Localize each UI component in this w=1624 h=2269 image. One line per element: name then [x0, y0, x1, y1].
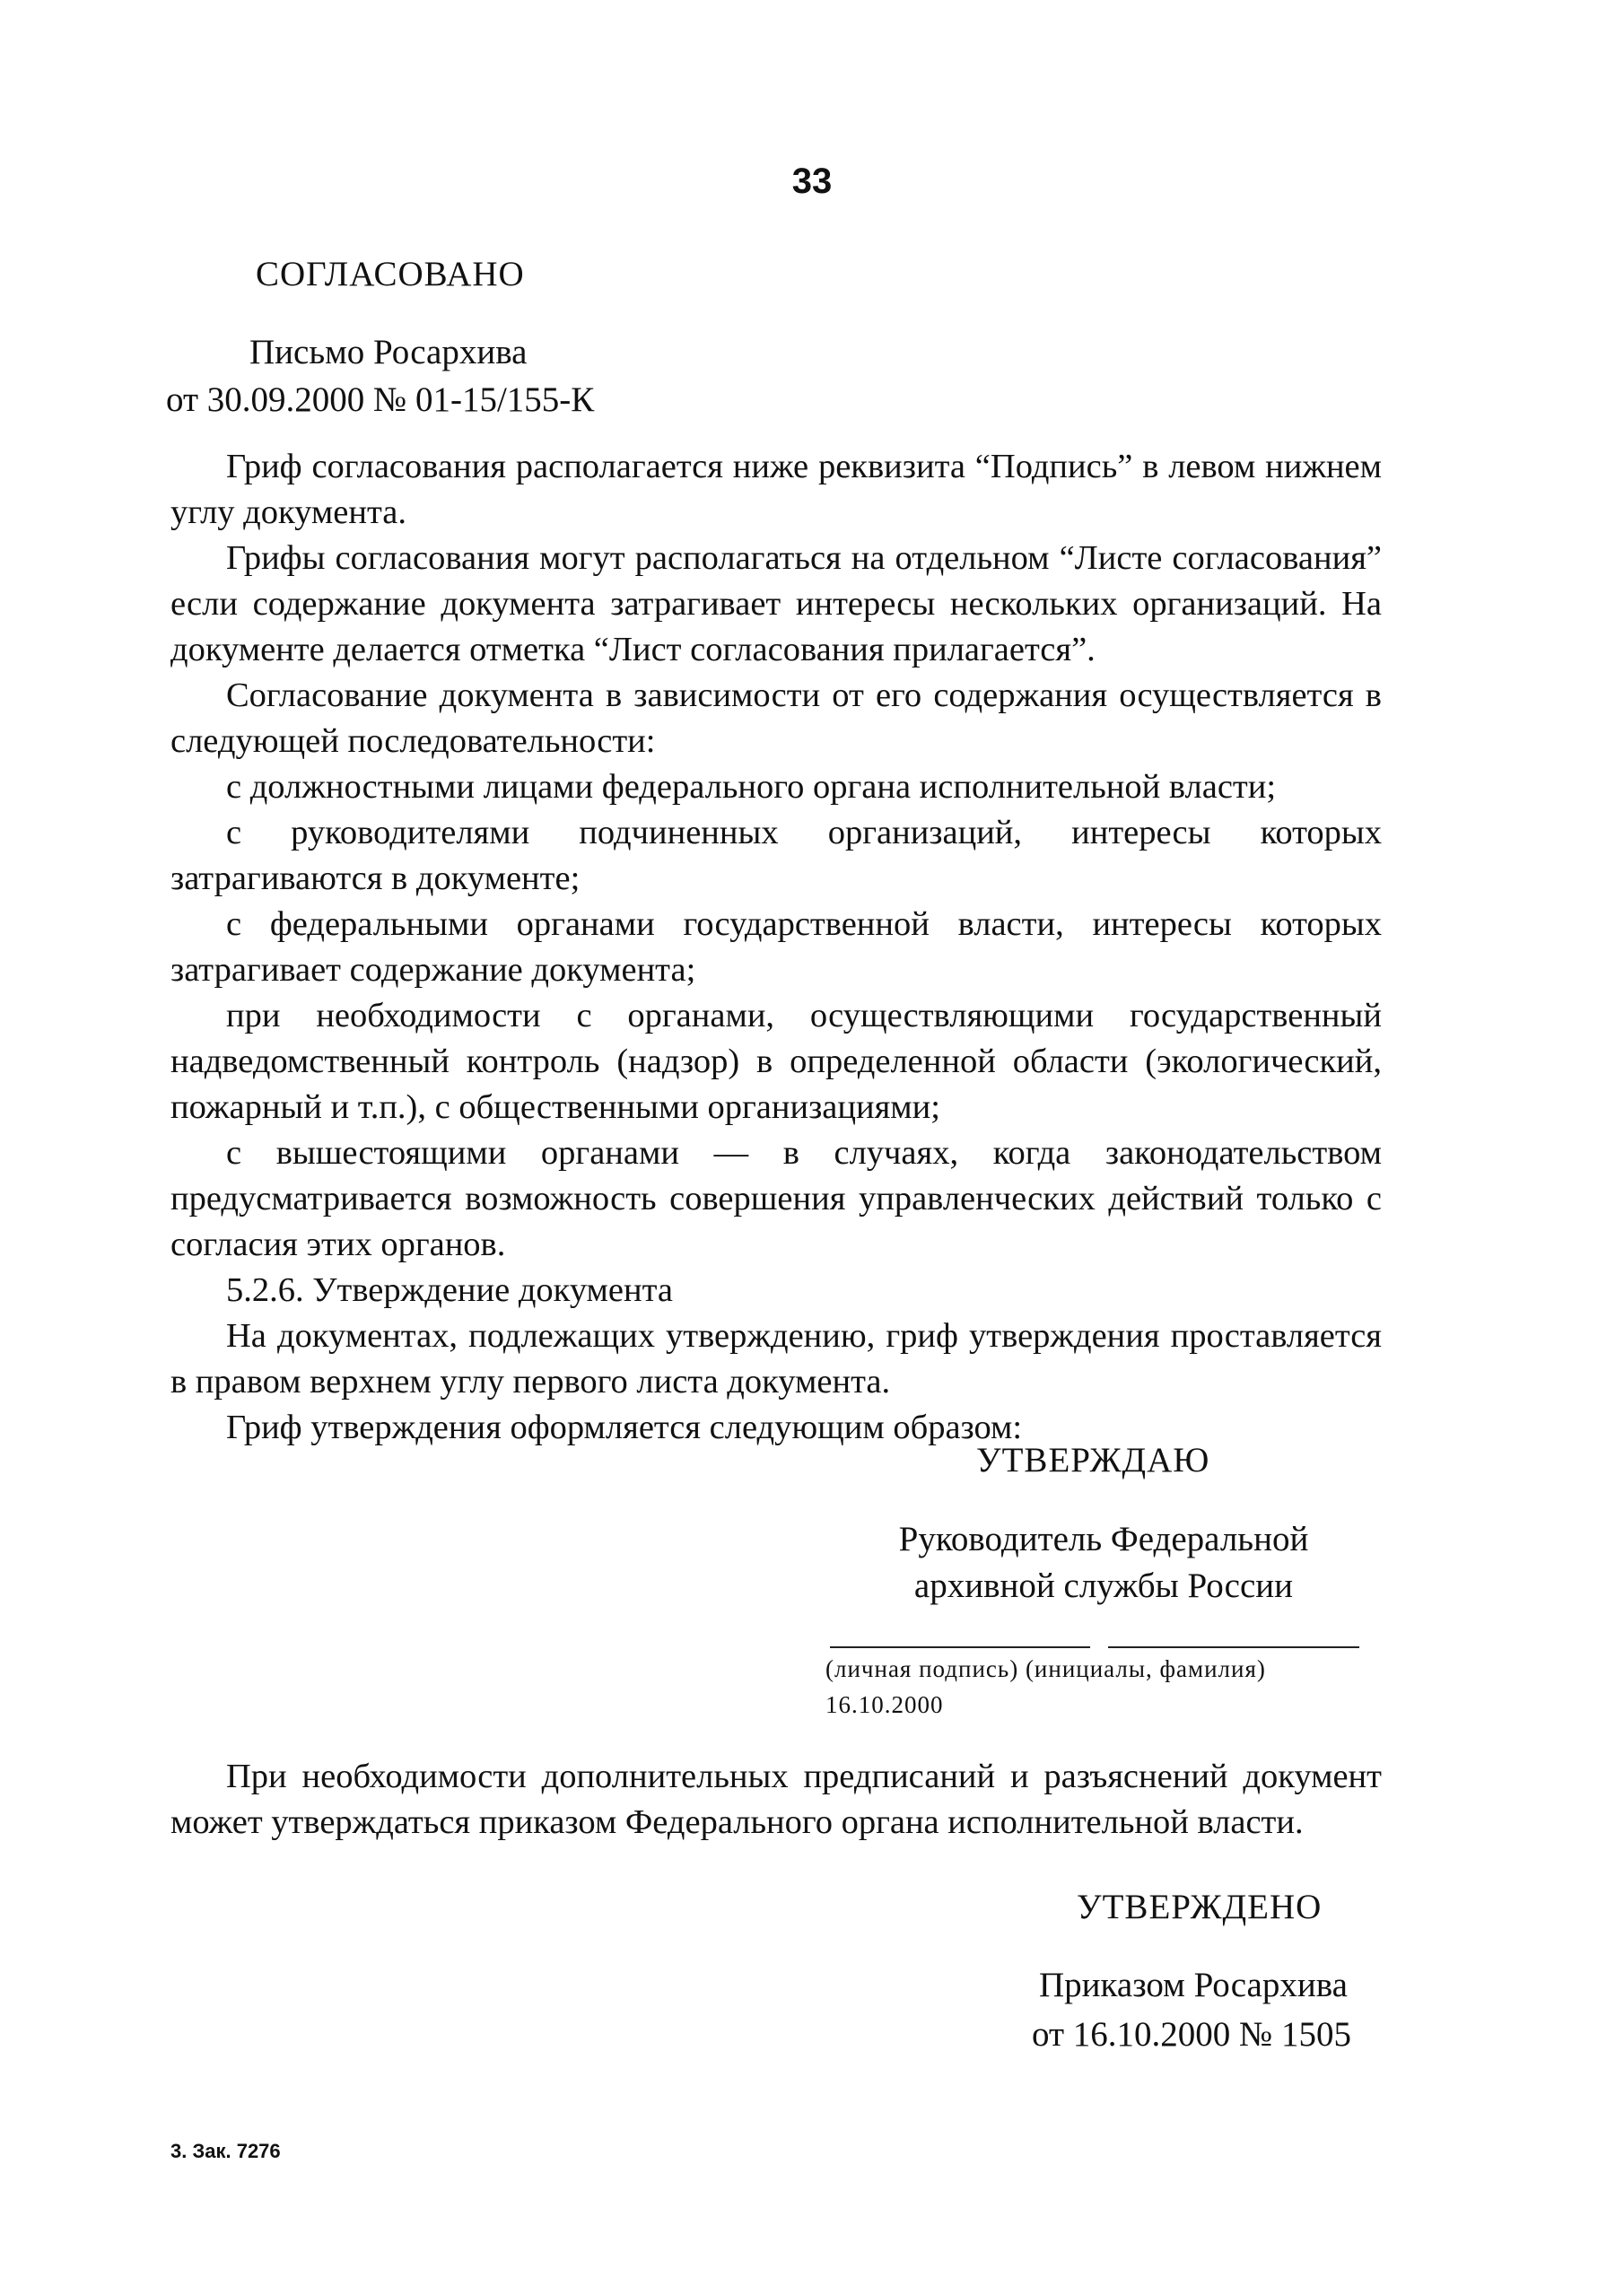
approved-title: УТВЕРЖДЕНО — [1077, 1888, 1323, 1926]
name-line — [1108, 1646, 1359, 1648]
body-text — [170, 444, 1382, 1451]
footer-mark: 3. Зак. 7276 — [170, 2140, 281, 2162]
paragraph: с федеральными органами государственной власти, интересы которых затрагивает содержание документа; — [170, 905, 1382, 989]
page-number: 33 — [791, 161, 833, 201]
signature-caption: (личная подпись) (инициалы, фамилия) — [825, 1655, 1266, 1682]
approval-title: УТВЕРЖДАЮ — [976, 1441, 1210, 1479]
paragraph: Гриф согласования располагается ниже реквизита “Подпись” в левом нижнем углу документа. — [170, 448, 1382, 531]
approval-position — [861, 1516, 1346, 1610]
paragraph: при необходимости с органами, осуществляющими государственный надведомственный контроль (надзор) в определенной области (экологический, пожарный и т.п.), с общественными организациями; — [170, 997, 1382, 1126]
approval-position-line2: архивной службы России — [913, 1566, 1294, 1605]
approved-order-line2: от 16.10.2000 № 1505 — [1032, 2015, 1351, 2054]
approval-date: 16.10.2000 — [825, 1691, 944, 1718]
section-heading: 5.2.6. Утверждение документа — [226, 1271, 673, 1309]
approved-order-line1: Приказом Росархива — [1039, 1966, 1348, 2004]
note-text — [170, 1754, 1382, 1846]
paragraph: Согласование документа в зависимости от его содержания осуществляется в следующей последовательности: — [170, 676, 1382, 760]
agreement-letter-line1: Письмо Росархива — [249, 333, 528, 371]
paragraph: с руководителями подчиненных организаций, интересы которых затрагиваются в документе; — [170, 814, 1382, 897]
signature-line — [830, 1646, 1090, 1648]
paragraph: Гриф утверждения оформляется следующим образом: — [226, 1409, 1023, 1446]
note-paragraph: При необходимости дополнительных предписаний и разъяснений документ может утверждаться приказом Федерального органа исполнительной власти. — [170, 1758, 1382, 1841]
paragraph: с вышестоящими органами — в случаях, когда законодательством предусматривается возможность совершения управленческих действий только с согласия этих органов. — [170, 1134, 1382, 1263]
agreement-title: СОГЛАСОВАНО — [256, 255, 525, 293]
paragraph: с должностными лицами федерального органа исполнительной власти; — [226, 768, 1277, 806]
approval-position-line1: Руководитель Федеральной — [898, 1520, 1309, 1558]
paragraph: На документах, подлежащих утверждению, гриф утверждения проставляется в правом верхнем углу первого листа документа. — [170, 1317, 1382, 1401]
agreement-letter-line2: от 30.09.2000 № 01-15/155-К — [166, 380, 595, 419]
paragraph: Грифы согласования могут располагаться на отдельном “Листе согласования” если содержание документа затрагивает интересы нескольких организаций. На документе делается отметка “Лист согласования прилагается”. — [170, 539, 1382, 668]
